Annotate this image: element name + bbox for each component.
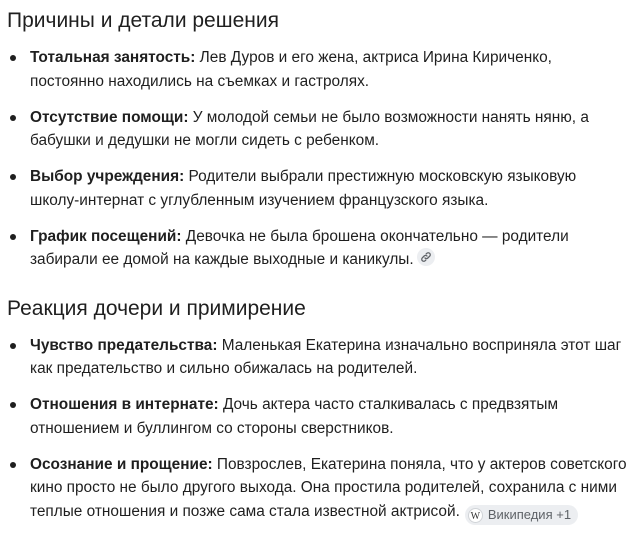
wikipedia-icon: W [468,508,483,523]
list-item [7,165,628,212]
section-reasons [7,8,628,272]
section-heading: Реакция дочери и примирение [7,296,306,320]
item-text: Маленькая Екатерина изначально восприняла этот шаг как предательство и сильно обижалась на родителей. [30,336,622,377]
item-text: Дочь актера часто сталкивалась с предвзятым отношением и буллингом со стороны сверстников. [30,396,559,437]
item-term: Отношения в интернате: [30,396,219,413]
list-item [7,46,628,93]
list-item [7,334,628,381]
item-text: Родители выбрали престижную московскую языковую школу-интернат с углубленным изучением французского языка. [30,168,577,209]
list-item [7,225,628,272]
list-item [7,106,628,153]
bullet-dot [10,55,16,61]
list-item [7,453,628,526]
section-heading: Причины и детали решения [7,9,279,32]
item-term: Чувство предательства: [30,336,218,354]
item-text: У молодой семьи не было возможности нанять няню, а бабушки и дедушки не могли сидеть с ребенком. [30,108,589,149]
item-term: Отсутствие помощи: [30,108,189,126]
bullet-dot [10,174,16,180]
item-text: Лев Дуров и его жена, актриса Ирина Кириченко, постоянно находились на съемках и гастролях. [30,49,552,90]
item-text: Повзрослев, Екатерина поняла, что у актеров советского кино просто не было другого выхода. Она простила родителей, сохранила с ними теплые отношения и позже сама стала известной актрисой. [30,455,627,520]
section-reaction [7,296,628,526]
list-item [7,393,628,440]
bullet-dot [10,462,16,468]
item-term: Осознание и прощение: [30,455,213,473]
source-label: Википедия +1 [487,507,572,523]
link-icon[interactable] [417,248,435,266]
item-text: Девочка не была брошена окончательно — родители забирали ее домой на каждые выходные и каникулы. [30,227,569,268]
bullet-list [7,334,628,526]
item-term: Тотальная занятость: [30,49,196,66]
bullet-dot [10,234,16,240]
item-term: График посещений: [30,227,182,245]
bullet-dot [10,402,16,408]
bullet-list [7,46,628,272]
item-term: Выбор учреждения: [30,168,185,185]
source-chip[interactable] [465,505,578,525]
bullet-dot [10,343,16,349]
bullet-dot [10,115,16,121]
